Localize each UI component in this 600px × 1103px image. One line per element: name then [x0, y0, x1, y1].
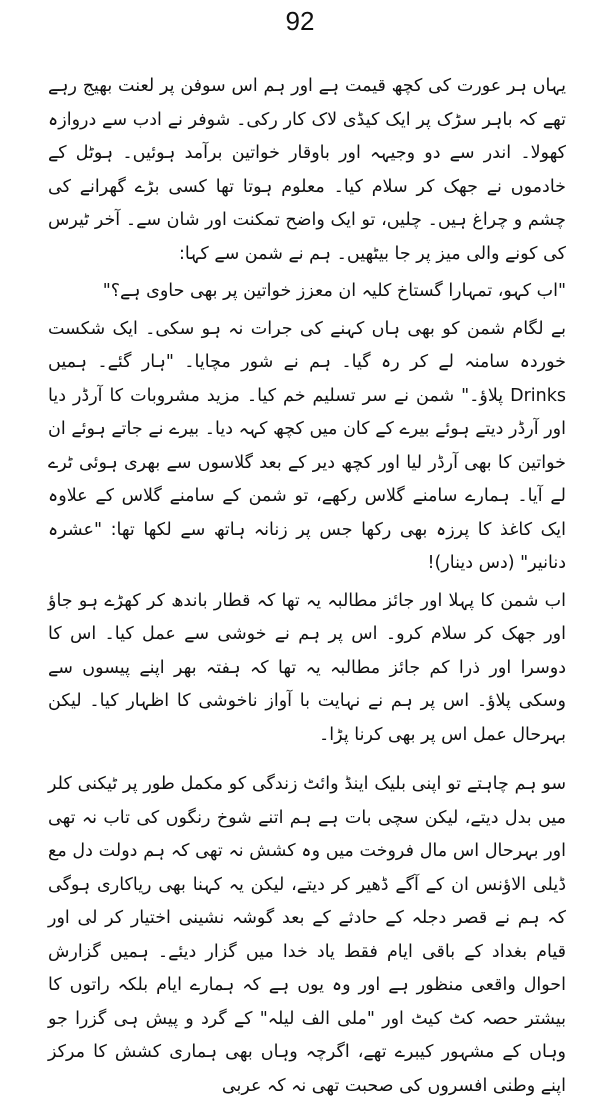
paragraph-3: بے لگام شمن کو بھی ہاں کہنے کی جرات نہ ہو سکی۔ ایک شکست خوردہ سامنہ لے کر رہ گیا۔ ہم نے شور مچایا۔ "ہار گئے۔ ہمیں Drinks پلاؤ۔" شمن نے سر تسلیم خم کیا۔ مزید مشروبات کا آرڈر دیا اور آرڈر دیتے ہوئے بیرے کے کان میں کچھ کہہ دیا۔ بیرے نے جاتے ہوئے ان خواتین کا بھی آرڈر لیا اور کچھ دیر کے بعد گلاسوں سے بھری ہوئی ٹرے لے آیا۔ ہمارے سامنے گلاس رکھے، تو شمن کے سامنے گلاس کے علاوہ ایک کاغذ کا پرزہ بھی رکھا جس پر زنانہ ہاتھ سے لکھا تھا: "عشرہ دنانیر" (دس دینار)!	[48, 318, 566, 573]
paragraph-5: سو ہم چاہتے تو اپنی بلیک اینڈ وائٹ زندگی کو مکمل طور پر ٹیکنی کلر میں بدل دیتے، لیکن سچی بات ہے ہم اتنے شوخ رنگوں کی تاب نہ تھی اور بہرحال اس مال فروخت میں وہ کشش نہ تھی کہ ہم دولت دل مع ڈیلی الاؤنس ان کے آگے ڈھیر کر دیتے، لیکن یہ کہنا بھی ریاکاری ہوگی کہ ہم نے قصر دجلہ کے حادثے کے بعد گوشہ نشینی اختیار کر لی اور قیام بغداد کے باقی ایام فقط یاد خدا میں گزار دیئے۔ ہمیں گزارش احوال واقعی منظور ہے اور وہ یوں ہے کہ ہمارے ایام بلکہ راتوں کا بیشتر حصہ کٹ کیٹ اور "ملی الف لیلہ" کے گرد و پیش ہی گزرا جو وہاں کے مشہور کیبرے تھے، اگرچہ وہاں بھی ہماری کشش کا مرکز اپنے وطنی افسروں کی صحبت تھی نہ کہ عربی	[48, 774, 566, 1096]
page-number: 92	[285, 6, 315, 36]
paragraph-4: اب شمن کا پہلا اور جائز مطالبہ یہ تھا کہ قطار باندھ کر کھڑے ہو جاؤ اور جھک کر سلام کرو۔ اس پر ہم نے خوشی سے عمل کیا۔ اس کا دوسرا اور ذرا کم جائز مطالبہ یہ تھا کہ ہفتہ بھر اپنے پیسوں سے وسکی پلاؤ۔ اس پر ہم نے نہایت با آواز ناخوشی کا اظہار کیا۔ لیکن بہرحال عمل اس پر بھی کرنا پڑا۔	[48, 590, 566, 745]
paragraph-2-quote: "اب کہو، تمہارا گستاخ کلیہ ان معزز خواتین پر بھی حاوی ہے؟"	[102, 281, 566, 301]
paragraph-spacer	[48, 752, 566, 768]
paragraph-1: یہاں ہر عورت کی کچھ قیمت ہے اور ہم اس سوفن پر لعنت بھیج رہے تھے کہ باہر سڑک پر ایک کیڈی لاک کار رکی۔ شوفر نے ادب سے دروازہ کھولا۔ اندر سے دو وجیہہ اور باوقار خواتین برآمد ہوئیں۔ ہوٹل کے خادموں نے جھک کر سلام کیا۔ معلوم ہوتا تھا کسی بڑے گھرانے کی چشم و چراغ ہیں۔ چلیں، تو ایک واضح تمکنت اور شان سے۔ آخر ٹیرس کی کونے والی میز پر جا بیٹھیں۔ ہم نے شمن سے کہا:	[48, 76, 566, 264]
page-body	[48, 70, 566, 1103]
